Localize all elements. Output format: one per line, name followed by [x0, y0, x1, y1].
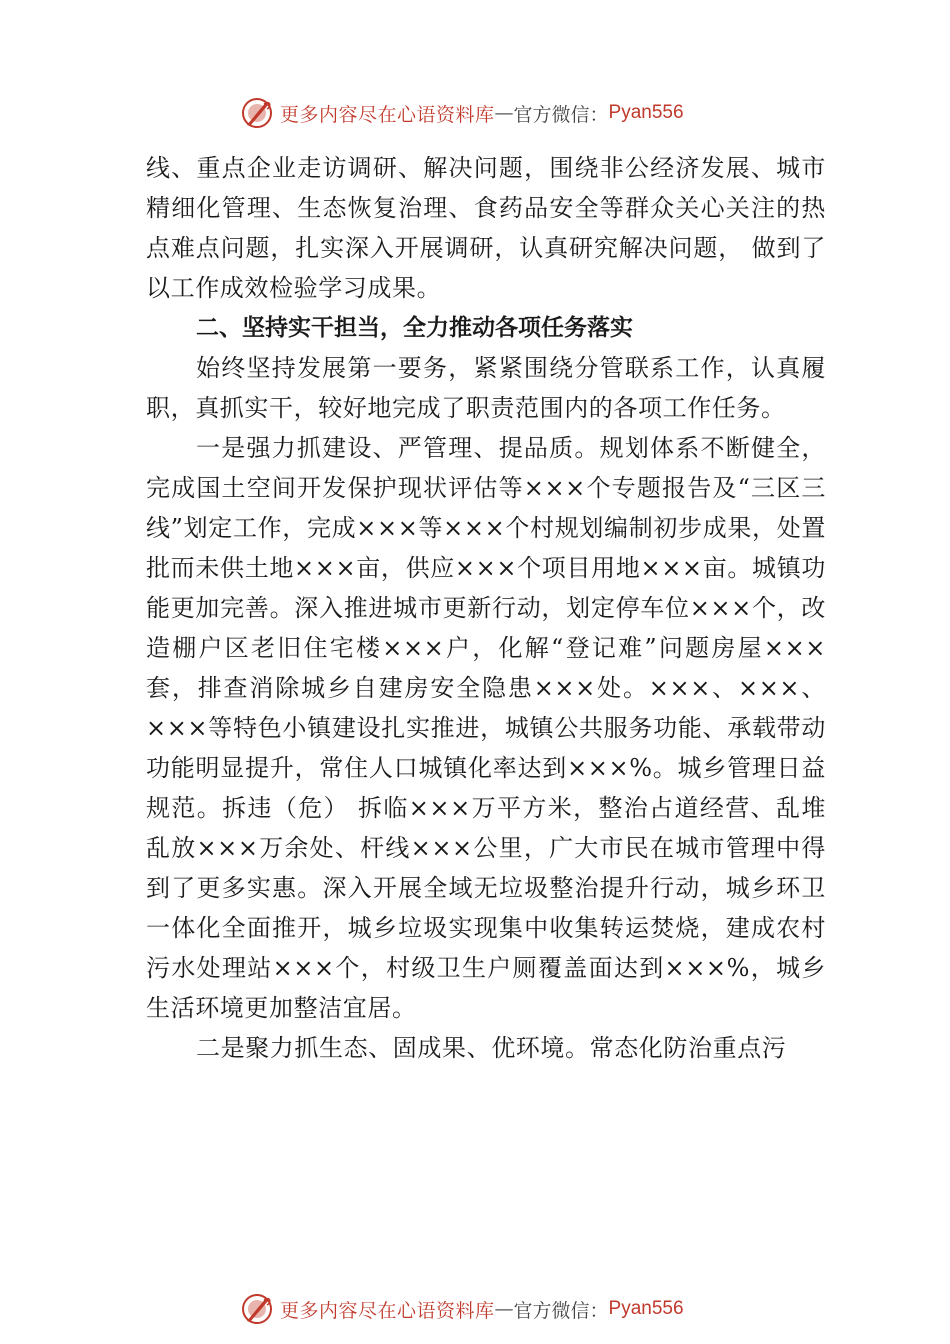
watermark-wechat-label: 官方微信： [513, 103, 609, 126]
watermark-brand-text: 更多内容尽在心语资料库 [280, 1299, 495, 1322]
paragraph-construction: 一是强力抓建设、严管理、提品质。规划体系不断健全，完成国土空间开发保护现状评估等×××个专题报告及“三区三线”划定工作，完成×××等×××个村规划编制初步成果，处置批而未供土地×××亩，供应×××个项目用地×××亩。城镇功能更加完善。深入推进城市更新行动，划定停车位×××个，改造棚户区老旧住宅楼×××户，化解“登记难”问题房屋×××套，排查消除城乡自建房安全隐患×××处。×××、×××、×××等特色小镇建设扎实推进，城镇公共服务功能、承载带动功能明显提升，常住人口城镇化率达到×××%。城乡管理日益规范。拆违（危） 拆临×××万平方米，整治占道经营、乱堆乱放×××万余处、杆线×××公里，广大市民在城市管理中得到了更多实惠。深入开展全域无垃圾整治提升行动，城乡环卫一体化全面推开，城乡垃圾实现集中收集转运焚烧，建成农村污水处理站×××个，村级卫生户厕覆盖面达到×××%，城乡生活环境更加整洁宜居。 [146, 434, 826, 1022]
header-watermark [240, 96, 684, 130]
watermark-wechat-id: Pyan556 [608, 1298, 684, 1319]
document-body [146, 148, 826, 1068]
watermark-separator: — [494, 102, 514, 124]
watermark-wechat-id: Pyan556 [608, 102, 684, 123]
watermark-separator: — [494, 1298, 514, 1320]
section-heading: 二、坚持实干担当，全力推动各项任务落实 [196, 315, 633, 341]
quill-pen-logo-icon [240, 1292, 274, 1326]
quill-pen-logo-icon [240, 96, 274, 130]
watermark-wechat-label: 官方微信： [513, 1299, 609, 1322]
watermark-brand-text: 更多内容尽在心语资料库 [280, 103, 495, 126]
paragraph-ecology: 二是聚力抓生态、固成果、优环境。常态化防治重点污 [196, 1034, 787, 1062]
footer-watermark [240, 1292, 684, 1326]
paragraph-intro: 始终坚持发展第一要务，紧紧围绕分管联系工作，认真履职，真抓实干，较好地完成了职责范围内的各项工作任务。 [146, 354, 826, 422]
paragraph-continuation: 线、重点企业走访调研、解决问题，围绕非公经济发展、城市精细化管理、生态恢复治理、食药品安全等群众关心关注的热点难点问题，扎实深入开展调研，认真研究解决问题， 做到了以工作成效检验学习成果。 [146, 154, 826, 302]
